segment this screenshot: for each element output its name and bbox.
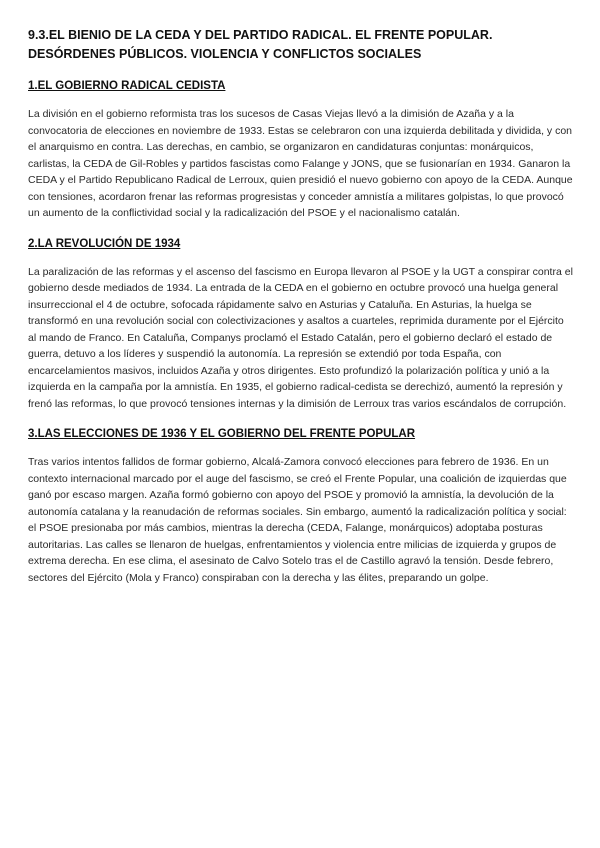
section-heading: 1.EL GOBIERNO RADICAL CEDISTA (28, 80, 226, 92)
section-paragraph: Tras varios intentos fallidos de formar gobierno, Alcalá-Zamora convocó elecciones para febrero de 1936. En un contexto internacional marcado por el auge del fascismo, se creó el Frente Popular, una coalición de izquierdas que ganó por escaso margen. Azaña formó gobierno con apoyo del PSOE y promovió la amnistía, la devolución de la autonomía catalana y la reanudación de reformas sociales. Sin embargo, aumentó la radicalización política y social: el PSOE presionaba por más cambios, mientras la derecha (CEDA, Falange, monárquicos) adoptaba posturas autoritarias. Las calles se llenaron de huelgas, enfrentamientos y violencia entre milicias de izquierda y grupos de extrema derecha. En ese clima, el asesinato de Calvo Sotelo tras el de Castillo agravó la tensión. Desde febrero, sectores del Ejército (Mola y Franco) conspiraban con la derecha y las élites, preparando un golpe. (28, 456, 567, 584)
section-paragraph: La división en el gobierno reformista tras los sucesos de Casas Viejas llevó a la dimisión de Azaña y a la convocatoria de elecciones en noviembre de 1933. Estas se celebraron con una izquierda debilitada y dividida, y con el anarquismo en contra. Las derechas, en cambio, se organizaron en candidaturas conjuntas: monárquicos, carlistas, la CEDA de Gil-Robles y partidos fascistas como Falange y JONS, que se fusionarían en 1934. Ganaron la CEDA y el Partido Republicano Radical de Lerroux, quien presidió el nuevo gobierno con apoyo de la CEDA. Aunque con tensiones, acordaron frenar las reformas progresistas y conceder amnistía a militares golpistas, lo que provocó un aumento de la conflictividad social y la radicalización del PSOE y el nacionalismo catalán. (28, 108, 573, 219)
section-gobierno-radical-cedista (28, 78, 574, 222)
section-paragraph: La paralización de las reformas y el ascenso del fascismo en Europa llevaron al PSOE y la UGT a conspirar contra el gobierno desde mediados de 1934. La entrada de la CEDA en el gobierno en octubre provocó una huelga general insurreccional el 4 de octubre, sofocada rápidamente salvo en Asturias y Cataluña. En Asturias, la huelga se transformó en una revolución social con colectivizaciones y asaltos a cuarteles, reprimida duramente por el Ejército al mando de Franco. En Cataluña, Companys proclamó el Estado Catalán, pero el gobierno declaró el estado de guerra, detuvo a los líderes y suspendió la autonomía. La represión se extendió por toda España, con encarcelamientos masivos, incluidos Azaña y otros dirigentes. Esto profundizó la polarización política y unió a la izquierda en la campaña por la amnistía. En 1935, el gobierno radical-cedista se derechizó, aumentó la represión y frenó las reformas, lo que provocó tensiones internas y la dimisión de Lerroux tras varios escándalos de corrupción. (28, 265, 573, 410)
document-page (28, 26, 574, 600)
document-title: 9.3.EL BIENIO DE LA CEDA Y DEL PARTIDO RADICAL. EL FRENTE POPULAR. DESÓRDENES PÚBLICOS. VIOLENCIA Y CONFLICTOS SOCIALES (28, 28, 493, 61)
section-heading: 3.LAS ELECCIONES DE 1936 Y EL GOBIERNO DEL FRENTE POPULAR (28, 428, 416, 440)
section-heading: 2.LA REVOLUCIÓN DE 1934 (28, 237, 181, 250)
section-revolucion-1934 (28, 236, 574, 413)
section-elecciones-1936 (28, 426, 574, 586)
